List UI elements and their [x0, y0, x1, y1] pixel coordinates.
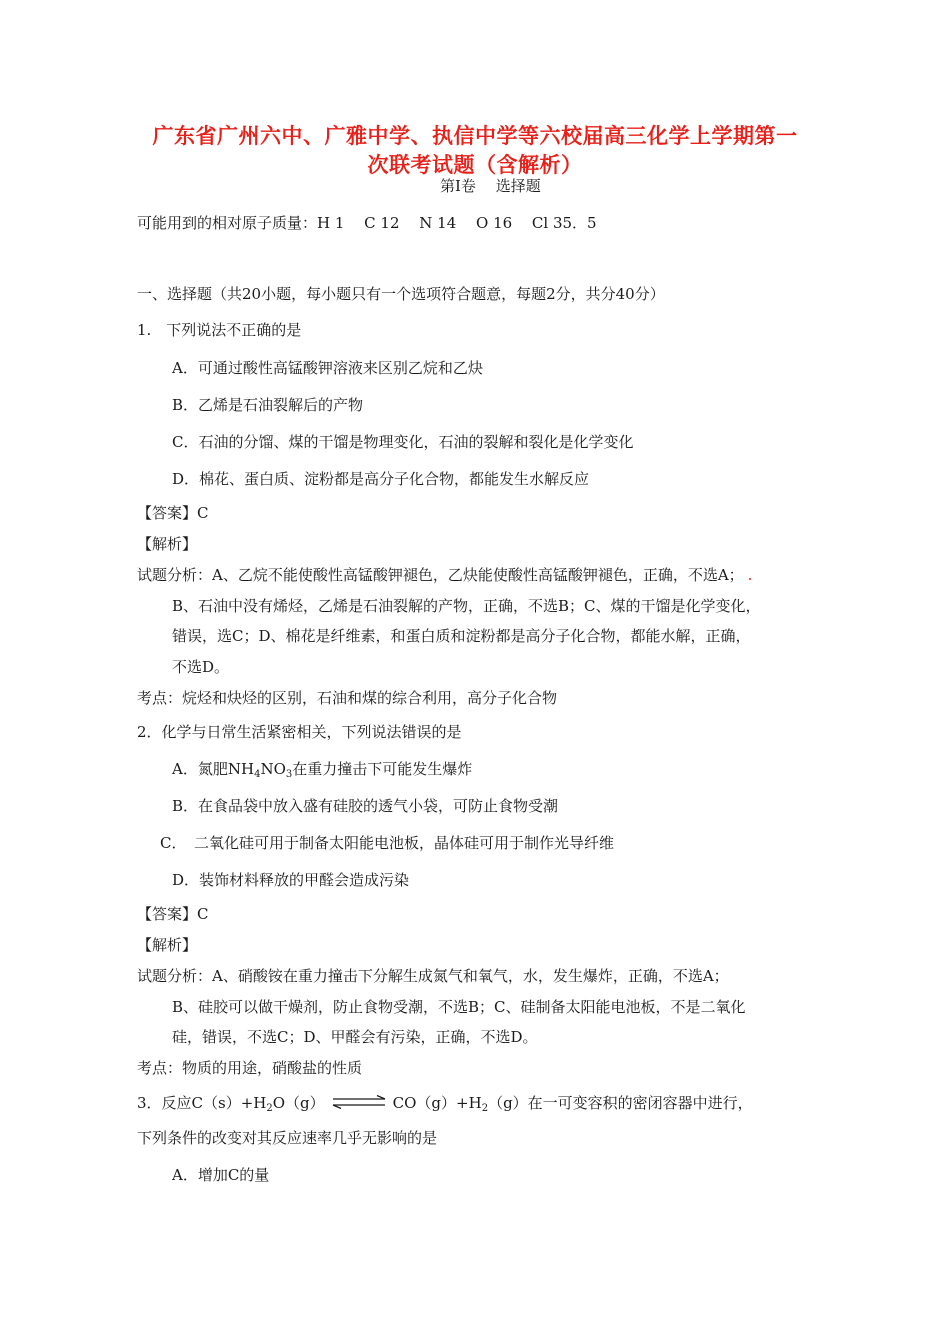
atomic-mass-line: 可能用到的相对原子质量：H 1 C 12 N 14 O 16 Cl 35．5	[137, 214, 597, 232]
q2-option-c: C． 二氧化硅可用于制备太阳能电池板，晶体硅可用于制作光导纤维	[160, 834, 614, 852]
q2-analysis-line: 试题分析：A、硝酸铵在重力撞击下分解生成氮气和氧气，水，发生爆炸，正确，不选A；	[137, 967, 729, 985]
q3-stem-part: 3．反应C（s）+H	[137, 1094, 267, 1112]
q2-answer: 【答案】C	[137, 905, 209, 923]
q2-analysis-line: B、硅胶可以做干燥剂，防止食物受潮，不选B；C、硅制备太阳能电池板，不是二氧化	[172, 998, 746, 1016]
q3-stem-line2: 下列条件的改变对其反应速率几乎无影响的是	[137, 1129, 438, 1147]
red-mark: .	[747, 566, 753, 584]
doc-title-line1: 广东省广州六中、广雅中学、执信中学等六校届高三化学上学期第一	[152, 123, 798, 148]
q1-kaodian: 考点：烷烃和炔烃的区别，石油和煤的综合利用，高分子化合物	[137, 689, 558, 707]
q1-analysis-line: 不选D。	[172, 658, 230, 676]
formula-subscript: 2	[266, 1103, 273, 1114]
formula-subscript: 4	[254, 769, 261, 780]
formula-part: NH	[227, 760, 255, 778]
q2-option-d: D．装饰材料释放的甲醛会造成污染	[172, 871, 410, 889]
q3-stem-part: CO（g）+H	[392, 1094, 482, 1112]
q3-stem-part: （g）在一可变容积的密闭容器中进行，	[488, 1094, 753, 1112]
q1-answer: 【答案】C	[137, 504, 209, 522]
doc-title-line2: 次联考试题（含解析）	[367, 152, 583, 177]
q1-analysis-line	[137, 565, 752, 585]
q2-stem: 2．化学与日常生活紧密相关，下列说法错误的是	[137, 723, 462, 741]
q3-option-a: A．增加C的量	[172, 1166, 270, 1184]
q2-option-a	[172, 759, 472, 785]
equilibrium-arrow-icon	[331, 1095, 387, 1109]
q1-analysis-label: 【解析】	[137, 535, 198, 553]
q2-kaodian: 考点：物质的用途，硝酸盐的性质	[137, 1059, 363, 1077]
q3-stem-part: O（g）	[272, 1094, 325, 1112]
q2-analysis-line: 硅，错误，不选C；D、甲醛会有污染，正确，不选D。	[172, 1028, 538, 1046]
q1-analysis-line: B、石油中没有烯烃，乙烯是石油裂解的产物，正确，不选B；C、煤的干馏是化学变化，	[172, 597, 761, 615]
q1-stem: 1. 下列说法不正确的是	[137, 321, 302, 339]
part1-heading: 一、选择题（共20小题，每小题只有一个选项符合题意，每题2分，共分40分）	[137, 285, 665, 303]
q1-option-b: B．乙烯是石油裂解后的产物	[172, 396, 364, 414]
formula-subscript: 3	[285, 769, 293, 780]
q1-analysis-text-1: 试题分析：A、乙烷不能使酸性高锰酸钾褪色，乙炔能使酸性高锰酸钾褪色，正确，不选A；	[137, 566, 744, 584]
q2-option-b: B．在食品袋中放入盛有硅胶的透气小袋，可防止食物受潮	[172, 797, 559, 815]
q2-option-a-prefix: A．氮肥	[172, 760, 228, 778]
q1-option-c: C．石油的分馏、煤的干馏是物理变化，石油的裂解和裂化是化学变化	[172, 433, 634, 451]
q1-option-d: D．棉花、蛋白质、淀粉都是高分子化合物，都能发生水解反应	[172, 470, 590, 488]
q2-option-a-suffix: 在重力撞击下可能发生爆炸	[292, 760, 473, 778]
q2-analysis-label: 【解析】	[137, 936, 198, 954]
q1-analysis-line: 错误，选C；D、棉花是纤维素，和蛋白质和淀粉都是高分子化合物，都能水解，正确，	[172, 627, 751, 645]
section-title: 第Ⅰ卷 选择题	[440, 177, 541, 195]
formula-part: NO	[260, 760, 286, 778]
formula-subscript: 2	[481, 1103, 489, 1114]
q3-stem	[137, 1093, 753, 1119]
q1-option-a: A．可通过酸性高锰酸钾溶液来区别乙烷和乙炔	[172, 359, 483, 377]
